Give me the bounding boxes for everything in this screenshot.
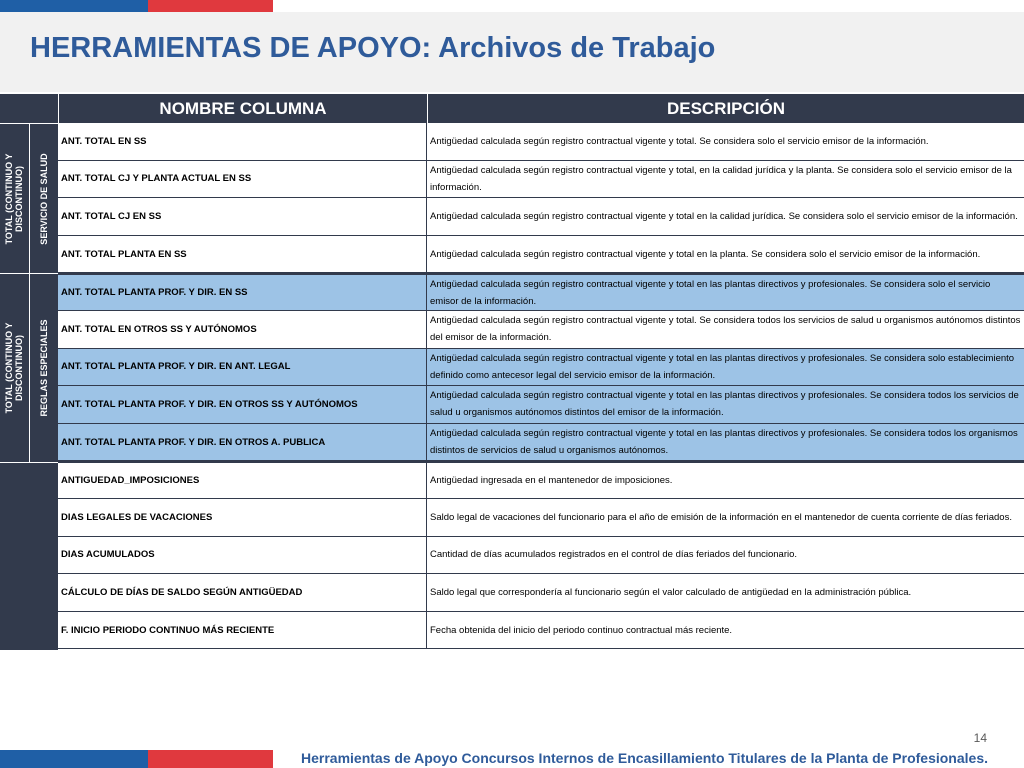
row-name: DIAS LEGALES DE VACACIONES bbox=[58, 499, 427, 536]
table-row bbox=[58, 537, 1024, 575]
table-corner-cell bbox=[0, 94, 58, 123]
table-row bbox=[58, 612, 1024, 650]
row-name: F. INICIO PERIODO CONTINUO MÁS RECIENTE bbox=[58, 612, 427, 649]
group-label-inner: SERVICIO DE SALUD bbox=[39, 152, 49, 245]
row-description: Antigüedad calculada según registro contractual vigente y total. Se considera todos los servicios de salud u organismos autónomos distintos del emisor de la información. bbox=[430, 315, 1021, 344]
table-row bbox=[58, 424, 1024, 462]
row-description: Antigüedad calculada según registro contractual vigente y total en las plantas directivos y profesionales. Se considera solo establecimiento definido como antecesor legal del servicio emisor de la información. bbox=[430, 352, 1015, 381]
table-row bbox=[58, 311, 1024, 349]
row-name: ANT. TOTAL EN SS bbox=[58, 123, 427, 160]
flag-red-segment bbox=[148, 0, 273, 12]
row-description: Antigüedad calculada según registro contractual vigente y total. Se considera solo el servicio emisor de la información. bbox=[430, 135, 929, 147]
flag-red-segment bbox=[148, 750, 273, 768]
flag-blue-segment bbox=[0, 0, 148, 12]
row-name: ANT. TOTAL PLANTA EN SS bbox=[58, 236, 427, 273]
row-description: Antigüedad calculada según registro contractual vigente y total en las plantas directivos y profesionales. Se considera solo el servicio emisor de la información. bbox=[430, 278, 991, 307]
data-table bbox=[0, 94, 1024, 650]
table-row bbox=[58, 574, 1024, 612]
group-label-inner: REGLAS ESPECIALES bbox=[39, 319, 49, 417]
column-header-description: DESCRIPCIÓN bbox=[427, 94, 1024, 123]
table-row bbox=[58, 236, 1024, 274]
group-label-outer: TOTAL (CONTINUO Y DISCONTINUO) bbox=[4, 153, 24, 244]
table-row bbox=[58, 349, 1024, 387]
row-name: ANT. TOTAL PLANTA PROF. Y DIR. EN ANT. LEGAL bbox=[58, 349, 427, 386]
row-description: Saldo legal de vacaciones del funcionario para el año de emisión de la información en el mantenedor de cuenta corriente de días feriados. bbox=[430, 511, 1012, 523]
row-name: ANTIGUEDAD_IMPOSICIONES bbox=[58, 463, 427, 498]
row-description: Saldo legal que correspondería al funcionario según el valor calculado de antigüedad en la administración pública. bbox=[430, 586, 912, 598]
row-name: ANT. TOTAL PLANTA PROF. Y DIR. EN SS bbox=[58, 275, 427, 310]
row-description: Antigüedad calculada según registro contractual vigente y total en la calidad jurídica. Se considera solo el servicio emisor de la información. bbox=[430, 210, 1018, 222]
table-row bbox=[58, 123, 1024, 161]
top-flag-bar bbox=[0, 0, 273, 12]
row-description: Antigüedad calculada según registro contractual vigente y total en las plantas directivos y profesionales. Se considera todos los organismos distintos de servicios de salud u organismos autónomos. bbox=[430, 428, 1018, 457]
row-name: ANT. TOTAL CJ Y PLANTA ACTUAL EN SS bbox=[58, 161, 427, 198]
table-row bbox=[58, 499, 1024, 537]
table-row bbox=[58, 161, 1024, 199]
row-name: CÁLCULO DE DÍAS DE SALDO SEGÚN ANTIGÜEDAD bbox=[58, 574, 427, 611]
row-name: DIAS ACUMULADOS bbox=[58, 537, 427, 574]
group-reglas-especiales bbox=[0, 273, 58, 462]
group-label-outer: TOTAL (CONTINUO Y DISCONTINUO) bbox=[4, 322, 24, 414]
table-row bbox=[58, 198, 1024, 236]
group-other bbox=[0, 462, 58, 650]
footer-text: Herramientas de Apoyo Concursos Internos de Encasillamiento Titulares de la Planta de Profesionales. bbox=[301, 750, 988, 766]
table-body bbox=[58, 123, 1024, 649]
row-description: Antigüedad calculada según registro contractual vigente y total en las plantas directivos y profesionales. Se considera todos los servicios de salud u organismos autónomos distintos del emisor de la información. bbox=[430, 390, 1019, 419]
row-name: ANT. TOTAL EN OTROS SS Y AUTÓNOMOS bbox=[58, 311, 427, 348]
flag-blue-segment bbox=[0, 750, 148, 768]
table-row bbox=[58, 273, 1024, 311]
bottom-flag-bar bbox=[0, 750, 273, 768]
table-row bbox=[58, 386, 1024, 424]
slide-title: HERRAMIENTAS DE APOYO: Archivos de Trabajo bbox=[30, 32, 716, 64]
column-header-name: NOMBRE COLUMNA bbox=[58, 94, 427, 123]
row-name: ANT. TOTAL PLANTA PROF. Y DIR. EN OTROS SS Y AUTÓNOMOS bbox=[58, 386, 427, 423]
row-description: Cantidad de días acumulados registrados en el control de días feriados del funcionario. bbox=[430, 549, 798, 561]
page-number: 14 bbox=[973, 731, 987, 745]
group-servicio-de-salud bbox=[0, 123, 58, 273]
row-description: Fecha obtenida del inicio del periodo continuo contractual más reciente. bbox=[430, 624, 733, 636]
row-description: Antigüedad ingresada en el mantenedor de imposiciones. bbox=[430, 475, 673, 487]
row-description: Antigüedad calculada según registro contractual vigente y total, en la calidad jurídica y la planta. Se considera solo el servicio emisor de la información. bbox=[430, 164, 1012, 193]
row-name: ANT. TOTAL CJ EN SS bbox=[58, 198, 427, 235]
row-description: Antigüedad calculada según registro contractual vigente y total en la planta. Se considera solo el servicio emisor de la información. bbox=[430, 248, 981, 260]
table-row bbox=[58, 461, 1024, 499]
row-name: ANT. TOTAL PLANTA PROF. Y DIR. EN OTROS A. PUBLICA bbox=[58, 424, 427, 461]
